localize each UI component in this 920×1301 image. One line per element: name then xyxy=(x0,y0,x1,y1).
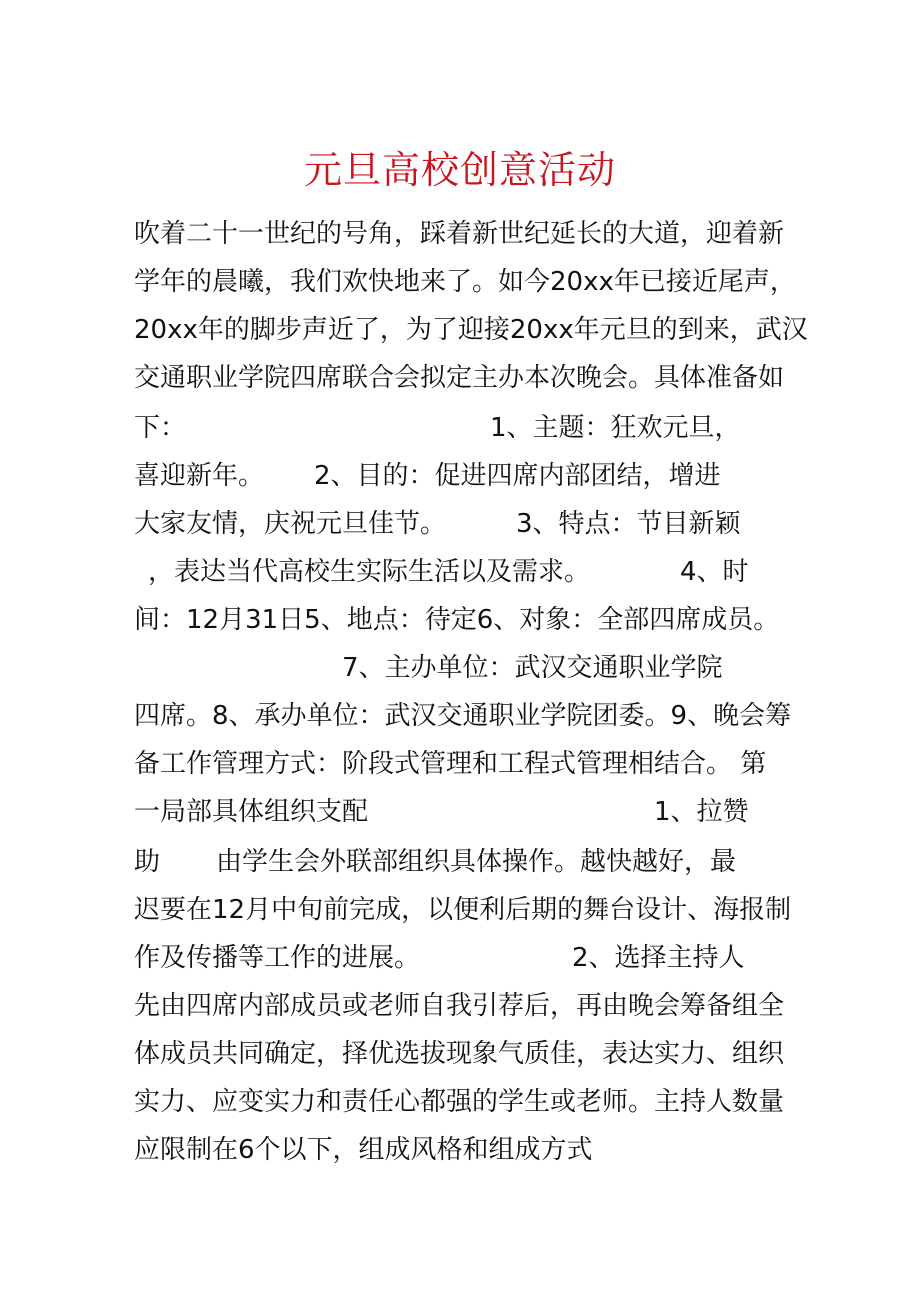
body-line-12 xyxy=(134,740,814,788)
line-segment: 2、目的：促进四席内部团结，增进 xyxy=(314,461,721,491)
line-segment: 学年的晨曦，我们欢快地来了。如今20xx年已接近尾声， xyxy=(134,267,796,297)
line-segment: 四席。8、承办单位：武汉交通职业学院团委。9、晚会筹 xyxy=(134,701,792,731)
line-segment: 由学生会外联部组织具体操作。越快越好，最 xyxy=(216,847,737,877)
body-line-19 xyxy=(134,1078,814,1126)
line-segment: 实力、应变实力和责任心都强的学生或老师。主持人数量 xyxy=(134,1087,785,1117)
body-line-17 xyxy=(134,982,814,1030)
body-line-20 xyxy=(134,1126,814,1174)
body-line-8 xyxy=(134,548,814,596)
line-segment: 20xx年的脚步声近了，为了迎接20xx年元旦的到来，武汉 xyxy=(134,315,808,345)
body-line-16 xyxy=(134,934,814,982)
line-segment: 2、选择主持人 xyxy=(572,943,745,973)
body-line-1 xyxy=(134,210,814,258)
body-line-7 xyxy=(134,500,814,548)
line-segment: 备工作管理方式：阶段式管理和工程式管理相结合。 第 xyxy=(134,749,767,779)
document-title: 元旦高校创意活动 xyxy=(303,148,616,192)
body-line-9 xyxy=(134,596,814,644)
line-segment: 大家友情，庆祝元旦佳节。 xyxy=(134,509,447,539)
line-segment: 助 xyxy=(134,847,161,877)
line-segment: 4、时 xyxy=(680,557,749,587)
line-segment: 应限制在6个以下，组成风格和组成方式 xyxy=(134,1135,593,1165)
line-segment: 间：12月31日5、地点：待定6、对象：全部四席成员。 xyxy=(134,605,780,635)
line-segment: 吹着二十一世纪的号角，踩着新世纪延长的大道，迎着新 xyxy=(134,219,785,249)
body-line-18 xyxy=(134,1030,814,1078)
body-line-6 xyxy=(134,452,814,500)
line-segment: 1、主题：狂欢元旦， xyxy=(490,413,741,443)
body-line-11 xyxy=(134,692,814,740)
line-segment: 1、拉赞 xyxy=(654,797,749,827)
body-line-10 xyxy=(134,644,814,692)
body-line-2 xyxy=(134,258,814,306)
line-segment: 下： xyxy=(134,413,187,443)
body-line-4 xyxy=(134,354,814,402)
line-segment: 体成员共同确定，择优选拔现象气质佳，表达实力、组织 xyxy=(134,1039,785,1069)
line-segment: 先由四席内部成员或老师自我引荐后，再由晚会筹备组全 xyxy=(134,991,785,1021)
line-segment: 作及传播等工作的进展。 xyxy=(134,943,421,973)
line-segment: ，表达当代高校生实际生活以及需求。 xyxy=(148,557,591,587)
line-segment: 喜迎新年。 xyxy=(134,461,265,491)
line-segment: 7、主办单位：武汉交通职业学院 xyxy=(342,653,723,683)
body-line-5 xyxy=(134,404,814,452)
line-segment: 迟要在12月中旬前完成，以便利后期的舞台设计、海报制 xyxy=(134,895,792,925)
body-line-14 xyxy=(134,838,814,886)
body-line-3 xyxy=(134,306,814,354)
body-line-13 xyxy=(134,788,814,836)
body-line-15 xyxy=(134,886,814,934)
line-segment: 3、特点：节目新颖 xyxy=(516,509,741,539)
line-segment: 交通职业学院四席联合会拟定主办本次晚会。具体准备如 xyxy=(134,363,785,393)
line-segment: 一局部具体组织支配 xyxy=(134,797,369,827)
